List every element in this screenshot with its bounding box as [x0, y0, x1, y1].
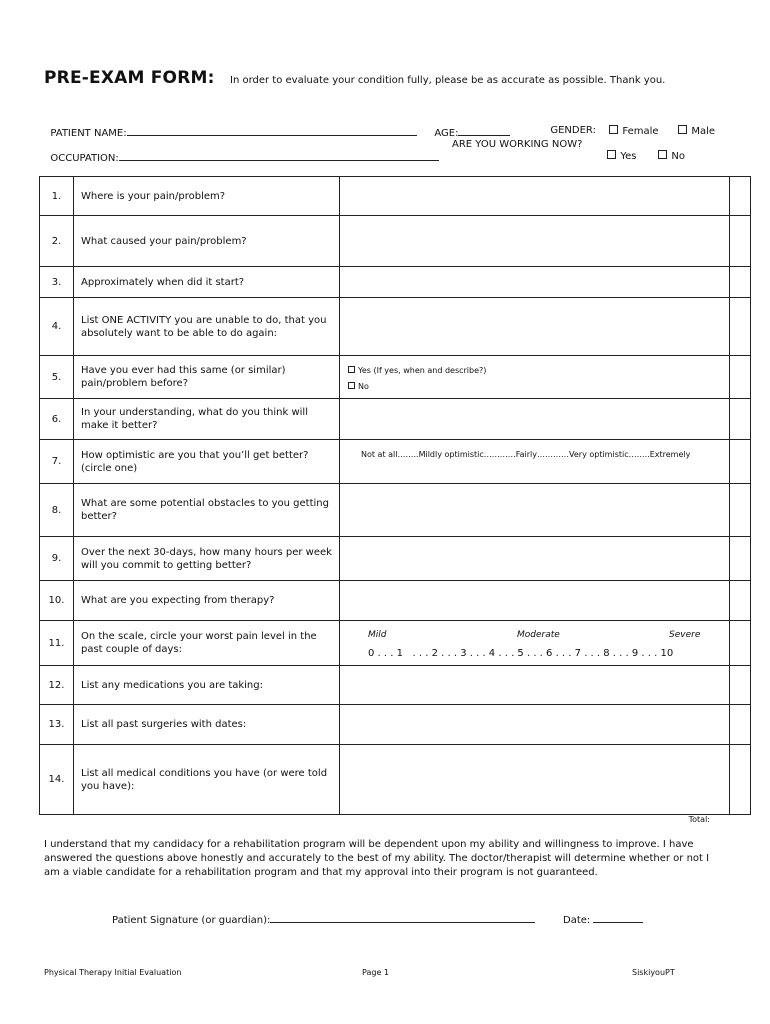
- score-cell[interactable]: [730, 399, 751, 440]
- question-row: [40, 177, 751, 216]
- question-text: What caused your pain/problem?: [74, 216, 340, 267]
- answer-cell[interactable]: [340, 356, 730, 399]
- pain-scale-severe-label: Severe: [669, 630, 701, 640]
- question-row: [40, 298, 751, 356]
- working-yes-label: Yes: [620, 151, 637, 162]
- question-number: 13.: [40, 705, 74, 745]
- answer-cell[interactable]: [340, 484, 730, 537]
- signature-row: [112, 912, 535, 926]
- question-row: [40, 216, 751, 267]
- q5-yes-label: Yes (If yes, when and describe?): [358, 366, 487, 375]
- question-row: [40, 484, 751, 537]
- score-cell[interactable]: [730, 666, 751, 705]
- q5-no-checkbox[interactable]: [348, 382, 355, 389]
- question-text: List any medications you are taking:: [74, 666, 340, 705]
- answer-cell[interactable]: [340, 177, 730, 216]
- question-number: 3.: [40, 267, 74, 298]
- question-text: Have you ever had this same (or similar) pain/problem before?: [74, 356, 340, 399]
- working-yes-checkbox[interactable]: [607, 150, 616, 159]
- answer-cell[interactable]: [340, 581, 730, 621]
- answer-cell[interactable]: [340, 399, 730, 440]
- working-no-label: No: [671, 151, 685, 162]
- pain-scale-moderate-label: Moderate: [517, 630, 560, 640]
- question-row: [40, 267, 751, 298]
- patient-name-field[interactable]: [127, 125, 417, 136]
- q5-yes-checkbox[interactable]: [348, 366, 355, 373]
- question-row: [40, 581, 751, 621]
- date-field[interactable]: [593, 912, 643, 923]
- female-checkbox[interactable]: [609, 125, 618, 134]
- question-number: 4.: [40, 298, 74, 356]
- male-label: Male: [691, 126, 716, 137]
- occupation-field[interactable]: [119, 150, 439, 161]
- question-number: 5.: [40, 356, 74, 399]
- working-yes-option[interactable]: [601, 139, 637, 162]
- gender-row: [544, 114, 596, 136]
- date-label: Date:: [563, 915, 591, 926]
- question-number: 8.: [40, 484, 74, 537]
- question-text: What are you expecting from therapy?: [74, 581, 340, 621]
- signature-field[interactable]: [270, 912, 535, 923]
- answer-cell[interactable]: [340, 705, 730, 745]
- question-number: 9.: [40, 537, 74, 581]
- score-cell[interactable]: [730, 216, 751, 267]
- question-row: [40, 440, 751, 484]
- answer-cell[interactable]: [340, 666, 730, 705]
- working-label: ARE YOU WORKING NOW?: [452, 139, 583, 150]
- question-text: In your understanding, what do you think will make it better?: [74, 399, 340, 440]
- answer-cell[interactable]: [340, 440, 730, 484]
- footer-right: SiskiyouPT: [632, 968, 675, 977]
- question-row: [40, 666, 751, 705]
- answer-cell[interactable]: [340, 216, 730, 267]
- question-text: How optimistic are you that you’ll get better? (circle one): [74, 440, 340, 484]
- answer-cell[interactable]: [340, 537, 730, 581]
- pain-scale-numbers[interactable]: 0 . . . 1 . . . 2 . . . 3 . . . 4 . . . 5 . . . 6 . . . 7 . . . 8 . . . 9 . . . 10: [368, 648, 674, 659]
- score-cell[interactable]: [730, 484, 751, 537]
- age-row: [428, 114, 510, 139]
- female-label: Female: [622, 126, 659, 137]
- total-label: Total:: [688, 815, 710, 824]
- score-cell[interactable]: [730, 705, 751, 745]
- age-label: AGE:: [434, 128, 459, 139]
- question-row: [40, 705, 751, 745]
- question-text: Over the next 30-days, how many hours per week will you commit to getting better?: [74, 537, 340, 581]
- age-field[interactable]: [458, 125, 510, 136]
- question-number: 6.: [40, 399, 74, 440]
- working-no-checkbox[interactable]: [658, 150, 667, 159]
- question-number: 14.: [40, 745, 74, 815]
- form-title: PRE-EXAM FORM:: [44, 68, 215, 88]
- patient-name-label: PATIENT NAME:: [50, 128, 127, 139]
- score-cell[interactable]: [730, 356, 751, 399]
- question-text: What are some potential obstacles to you getting better?: [74, 484, 340, 537]
- question-number: 2.: [40, 216, 74, 267]
- question-row: [40, 399, 751, 440]
- q5-yes-option[interactable]: [348, 364, 486, 377]
- question-row: [40, 621, 751, 666]
- answer-cell[interactable]: [340, 621, 730, 666]
- question-number: 7.: [40, 440, 74, 484]
- working-no-option[interactable]: [652, 139, 685, 162]
- questions-table: [39, 176, 751, 815]
- question-number: 1.: [40, 177, 74, 216]
- question-text: On the scale, circle your worst pain level in the past couple of days:: [74, 621, 340, 666]
- male-option[interactable]: [672, 114, 715, 137]
- occupation-row: [44, 139, 439, 164]
- optimism-scale[interactable]: Not at all……..Mildly optimistic…………Fairly…………Very optimistic……..Extremely: [361, 450, 691, 459]
- score-cell[interactable]: [730, 621, 751, 666]
- female-option[interactable]: [603, 114, 659, 137]
- question-text: List all medical conditions you have (or were told you have):: [74, 745, 340, 815]
- q5-no-label: No: [358, 382, 369, 391]
- footer-left: Physical Therapy Initial Evaluation: [44, 968, 182, 977]
- footer-page: Page 1: [362, 968, 389, 977]
- answer-cell[interactable]: [340, 267, 730, 298]
- score-cell[interactable]: [730, 745, 751, 815]
- gender-label: GENDER:: [550, 125, 596, 136]
- score-cell[interactable]: [730, 267, 751, 298]
- pain-scale-mild-label: Mild: [368, 630, 387, 640]
- question-row: [40, 356, 751, 399]
- score-cell[interactable]: [730, 440, 751, 484]
- consent-statement: I understand that my candidacy for a rehabilitation program will be dependent upon my ability and willingness to improve. I have answered the questions above honestly and accurately to the best of my ability. The doctor/therapist will determine whether or not I am a viable candidate for a rehabilitation program and that my approval into their program is not guaranteed.: [44, 839, 710, 878]
- answer-cell[interactable]: [340, 745, 730, 815]
- question-number: 11.: [40, 621, 74, 666]
- question-text: Where is your pain/problem?: [74, 177, 340, 216]
- score-cell[interactable]: [730, 298, 751, 356]
- question-text: List ONE ACTIVITY you are unable to do, that you absolutely want to be able to do again:: [74, 298, 340, 356]
- answer-cell[interactable]: [340, 298, 730, 356]
- question-text: List all past surgeries with dates:: [74, 705, 340, 745]
- question-row: [40, 537, 751, 581]
- patient-name-row: [44, 114, 417, 139]
- score-cell[interactable]: [730, 537, 751, 581]
- question-number: 12.: [40, 666, 74, 705]
- score-cell[interactable]: [730, 581, 751, 621]
- question-number: 10.: [40, 581, 74, 621]
- form-subtitle: In order to evaluate your condition fully, please be as accurate as possible. Thank you.: [230, 75, 666, 86]
- signature-label: Patient Signature (or guardian):: [112, 915, 271, 926]
- male-checkbox[interactable]: [678, 125, 687, 134]
- q5-no-option[interactable]: [348, 380, 369, 393]
- date-row: [563, 912, 643, 926]
- occupation-label: OCCUPATION:: [50, 153, 119, 164]
- question-row: [40, 745, 751, 815]
- question-text: Approximately when did it start?: [74, 267, 340, 298]
- score-cell[interactable]: [730, 177, 751, 216]
